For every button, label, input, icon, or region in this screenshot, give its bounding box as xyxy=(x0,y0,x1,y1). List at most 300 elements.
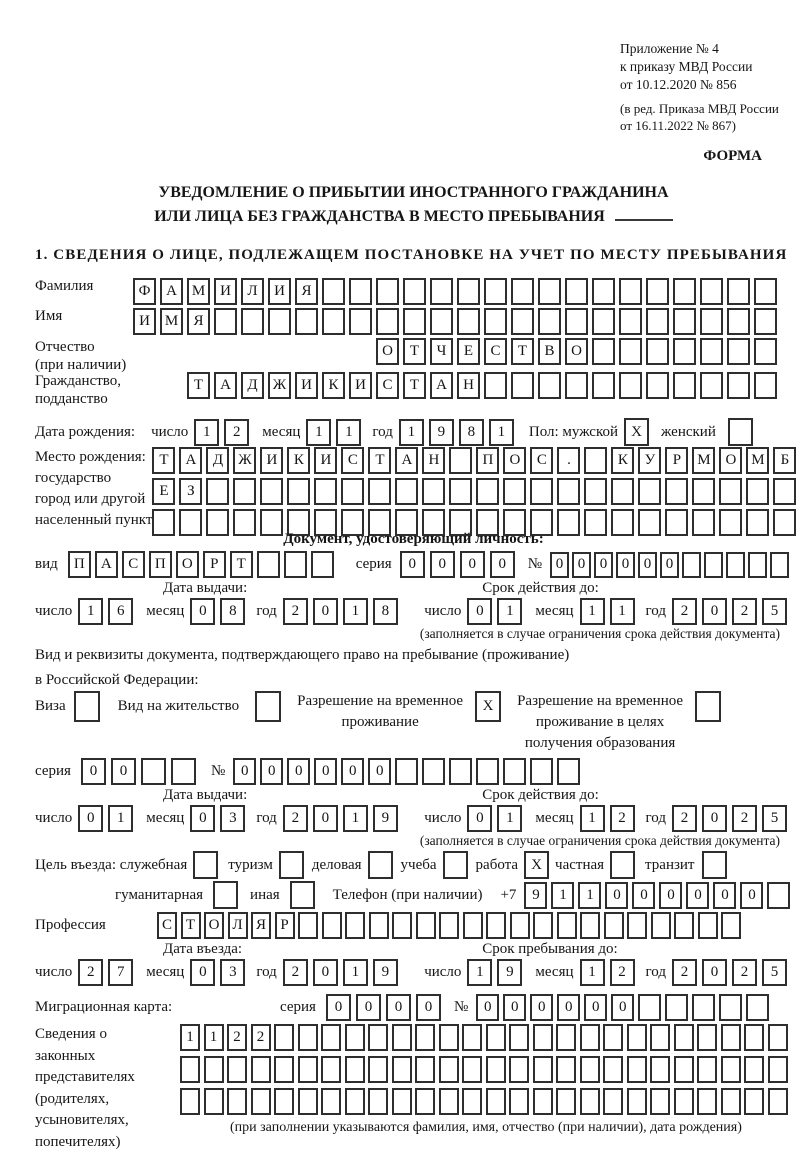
form-cell[interactable]: 0 xyxy=(572,552,591,578)
form-cell[interactable]: О xyxy=(204,912,224,939)
form-cell[interactable]: 9 xyxy=(373,805,398,832)
form-cell[interactable] xyxy=(322,912,342,939)
form-cell[interactable]: А xyxy=(95,551,118,578)
sex-female-checkbox[interactable] xyxy=(728,418,753,446)
purpose-other-checkbox[interactable] xyxy=(290,881,315,909)
entry-day-cells[interactable] xyxy=(78,959,138,986)
form-cell[interactable]: 0 xyxy=(503,994,526,1021)
form-cell[interactable] xyxy=(557,912,577,939)
form-cell[interactable] xyxy=(767,882,790,909)
res-number-cells[interactable] xyxy=(233,758,584,785)
form-cell[interactable] xyxy=(392,1056,412,1083)
form-cell[interactable]: 0 xyxy=(190,598,215,625)
form-cell[interactable] xyxy=(627,1088,647,1115)
form-cell[interactable] xyxy=(462,1024,482,1051)
form-cell[interactable]: 1 xyxy=(580,959,605,986)
form-cell[interactable] xyxy=(533,1056,553,1083)
form-cell[interactable]: Р xyxy=(275,912,295,939)
form-cell[interactable] xyxy=(556,1056,576,1083)
form-cell[interactable] xyxy=(298,912,318,939)
form-cell[interactable]: 2 xyxy=(283,805,308,832)
form-cell[interactable]: П xyxy=(68,551,91,578)
form-cell[interactable] xyxy=(463,912,483,939)
form-cell[interactable]: Л xyxy=(228,912,248,939)
purpose-private-checkbox[interactable] xyxy=(610,851,635,879)
form-cell[interactable]: К xyxy=(287,447,310,474)
form-cell[interactable]: И xyxy=(133,308,156,335)
form-cell[interactable]: 1 xyxy=(610,598,635,625)
form-cell[interactable] xyxy=(180,1056,200,1083)
form-cell[interactable]: И xyxy=(214,278,237,305)
form-cell[interactable] xyxy=(376,278,399,305)
form-cell[interactable] xyxy=(700,278,723,305)
form-cell[interactable] xyxy=(462,1056,482,1083)
form-cell[interactable]: X xyxy=(524,851,549,879)
form-cell[interactable] xyxy=(556,1088,576,1115)
form-cell[interactable]: Ч xyxy=(430,338,453,365)
form-cell[interactable]: М xyxy=(160,308,183,335)
doc-valid-month-cells[interactable] xyxy=(580,598,640,625)
form-cell[interactable] xyxy=(392,1088,412,1115)
form-cell[interactable] xyxy=(430,278,453,305)
form-cell[interactable] xyxy=(511,278,534,305)
form-cell[interactable]: 9 xyxy=(524,882,547,909)
res-issue-day-cells[interactable] xyxy=(78,805,138,832)
form-cell[interactable] xyxy=(260,509,283,536)
form-cell[interactable] xyxy=(274,1056,294,1083)
form-cell[interactable] xyxy=(345,1056,365,1083)
form-cell[interactable] xyxy=(754,372,777,399)
form-cell[interactable] xyxy=(457,308,480,335)
form-cell[interactable]: И xyxy=(268,278,291,305)
form-cell[interactable]: С xyxy=(122,551,145,578)
form-cell[interactable] xyxy=(233,478,256,505)
form-cell[interactable] xyxy=(695,691,721,722)
form-cell[interactable] xyxy=(260,478,283,505)
form-cell[interactable] xyxy=(754,338,777,365)
form-cell[interactable] xyxy=(719,478,742,505)
form-cell[interactable] xyxy=(650,1056,670,1083)
form-cell[interactable]: Л xyxy=(241,278,264,305)
sex-male-checkbox[interactable] xyxy=(624,418,649,446)
res-valid-year-cells[interactable] xyxy=(672,805,792,832)
form-cell[interactable]: С xyxy=(484,338,507,365)
form-cell[interactable] xyxy=(556,1024,576,1051)
form-cell[interactable] xyxy=(727,308,750,335)
form-cell[interactable] xyxy=(349,278,372,305)
form-cell[interactable] xyxy=(754,278,777,305)
form-cell[interactable]: К xyxy=(611,447,634,474)
form-cell[interactable] xyxy=(697,1056,717,1083)
form-cell[interactable] xyxy=(665,478,688,505)
form-cell[interactable] xyxy=(698,912,718,939)
form-cell[interactable]: 9 xyxy=(373,959,398,986)
form-cell[interactable]: Р xyxy=(203,551,226,578)
doc-valid-day-cells[interactable] xyxy=(467,598,527,625)
form-cell[interactable]: Т xyxy=(152,447,175,474)
form-cell[interactable] xyxy=(565,372,588,399)
form-cell[interactable]: 0 xyxy=(616,552,635,578)
form-cell[interactable] xyxy=(341,478,364,505)
form-cell[interactable] xyxy=(748,552,767,578)
form-cell[interactable] xyxy=(697,1088,717,1115)
form-cell[interactable] xyxy=(592,278,615,305)
form-cell[interactable] xyxy=(727,278,750,305)
form-cell[interactable] xyxy=(449,447,472,474)
form-cell[interactable]: 1 xyxy=(343,598,368,625)
form-cell[interactable]: 0 xyxy=(313,805,338,832)
form-cell[interactable]: Я xyxy=(187,308,210,335)
form-cell[interactable] xyxy=(533,1088,553,1115)
form-cell[interactable] xyxy=(476,478,499,505)
form-cell[interactable] xyxy=(345,1088,365,1115)
form-cell[interactable] xyxy=(449,758,472,785)
form-cell[interactable] xyxy=(627,1024,647,1051)
form-cell[interactable] xyxy=(204,1088,224,1115)
form-cell[interactable] xyxy=(744,1024,764,1051)
form-cell[interactable]: Ф xyxy=(133,278,156,305)
birth-year-cells[interactable] xyxy=(399,419,519,446)
form-cell[interactable] xyxy=(727,338,750,365)
form-cell[interactable] xyxy=(744,1088,764,1115)
form-cell[interactable] xyxy=(673,372,696,399)
form-cell[interactable]: 9 xyxy=(497,959,522,986)
form-cell[interactable] xyxy=(171,758,196,785)
form-cell[interactable] xyxy=(557,758,580,785)
form-cell[interactable] xyxy=(268,308,291,335)
form-cell[interactable]: И xyxy=(260,447,283,474)
form-cell[interactable] xyxy=(673,338,696,365)
form-cell[interactable]: Т xyxy=(368,447,391,474)
form-cell[interactable] xyxy=(533,1024,553,1051)
form-cell[interactable]: 1 xyxy=(497,598,522,625)
form-cell[interactable]: 0 xyxy=(460,551,485,578)
representatives-row3-cells[interactable] xyxy=(180,1088,791,1115)
form-cell[interactable]: 0 xyxy=(611,994,634,1021)
form-cell[interactable]: 0 xyxy=(490,551,515,578)
purpose-work-checkbox[interactable] xyxy=(524,851,549,879)
form-cell[interactable] xyxy=(486,1088,506,1115)
form-cell[interactable] xyxy=(768,1024,788,1051)
form-cell[interactable]: 0 xyxy=(638,552,657,578)
migration-series-cells[interactable] xyxy=(326,994,446,1021)
form-cell[interactable]: 1 xyxy=(497,805,522,832)
form-cell[interactable] xyxy=(443,851,468,879)
purpose-tourism-checkbox[interactable] xyxy=(279,851,304,879)
purpose-humanitarian-checkbox[interactable] xyxy=(213,881,238,909)
form-cell[interactable] xyxy=(503,478,526,505)
form-cell[interactable] xyxy=(773,509,796,536)
form-cell[interactable] xyxy=(321,1088,341,1115)
form-cell[interactable] xyxy=(439,1024,459,1051)
form-cell[interactable]: 0 xyxy=(111,758,136,785)
form-cell[interactable] xyxy=(284,551,307,578)
form-cell[interactable] xyxy=(673,308,696,335)
form-cell[interactable]: 0 xyxy=(313,598,338,625)
form-cell[interactable] xyxy=(511,308,534,335)
form-cell[interactable]: 0 xyxy=(326,994,351,1021)
form-cell[interactable]: 2 xyxy=(732,959,757,986)
form-cell[interactable] xyxy=(214,308,237,335)
form-cell[interactable]: 0 xyxy=(78,805,103,832)
form-cell[interactable]: 0 xyxy=(313,959,338,986)
doc-issue-month-cells[interactable] xyxy=(190,598,250,625)
form-cell[interactable]: 0 xyxy=(632,882,655,909)
form-cell[interactable]: Ж xyxy=(268,372,291,399)
form-cell[interactable] xyxy=(369,912,389,939)
res-issue-year-cells[interactable] xyxy=(283,805,403,832)
form-cell[interactable]: Р xyxy=(665,447,688,474)
form-cell[interactable]: 2 xyxy=(283,598,308,625)
doc-series-cells[interactable] xyxy=(400,551,520,578)
form-cell[interactable]: 0 xyxy=(594,552,613,578)
surname-cells[interactable] xyxy=(133,278,781,305)
form-cell[interactable] xyxy=(604,912,624,939)
form-cell[interactable] xyxy=(476,758,499,785)
form-cell[interactable] xyxy=(692,994,715,1021)
form-cell[interactable]: 2 xyxy=(672,598,697,625)
form-cell[interactable] xyxy=(510,912,530,939)
form-cell[interactable]: О xyxy=(503,447,526,474)
form-cell[interactable]: З xyxy=(179,478,202,505)
form-cell[interactable] xyxy=(603,1024,623,1051)
doc-valid-year-cells[interactable] xyxy=(672,598,792,625)
form-cell[interactable]: И xyxy=(295,372,318,399)
form-cell[interactable] xyxy=(415,1088,435,1115)
form-cell[interactable] xyxy=(430,308,453,335)
form-cell[interactable] xyxy=(415,1024,435,1051)
form-cell[interactable] xyxy=(321,1056,341,1083)
form-cell[interactable] xyxy=(314,478,337,505)
form-cell[interactable] xyxy=(416,912,436,939)
form-cell[interactable]: 1 xyxy=(467,959,492,986)
form-cell[interactable] xyxy=(727,372,750,399)
form-cell[interactable] xyxy=(179,509,202,536)
form-cell[interactable]: 1 xyxy=(180,1024,200,1051)
form-cell[interactable] xyxy=(627,912,647,939)
representatives-row2-cells[interactable] xyxy=(180,1056,791,1083)
form-cell[interactable] xyxy=(533,912,553,939)
form-cell[interactable] xyxy=(754,308,777,335)
form-cell[interactable]: Т xyxy=(181,912,201,939)
form-cell[interactable] xyxy=(592,308,615,335)
form-cell[interactable] xyxy=(584,478,607,505)
form-cell[interactable]: 6 xyxy=(108,598,133,625)
form-cell[interactable] xyxy=(746,478,769,505)
form-cell[interactable] xyxy=(257,551,280,578)
form-cell[interactable]: Е xyxy=(152,478,175,505)
form-cell[interactable] xyxy=(206,509,229,536)
form-cell[interactable] xyxy=(726,552,745,578)
form-cell[interactable] xyxy=(462,1088,482,1115)
form-cell[interactable]: 1 xyxy=(580,598,605,625)
birth-day-cells[interactable] xyxy=(194,419,254,446)
form-cell[interactable] xyxy=(486,912,506,939)
form-cell[interactable] xyxy=(565,278,588,305)
migration-number-cells[interactable] xyxy=(476,994,773,1021)
form-cell[interactable] xyxy=(255,691,281,722)
form-cell[interactable] xyxy=(592,338,615,365)
doc-type-cells[interactable] xyxy=(68,551,338,578)
form-cell[interactable]: 1 xyxy=(78,598,103,625)
representatives-row1-cells[interactable] xyxy=(180,1024,791,1051)
form-cell[interactable]: 1 xyxy=(194,419,219,446)
form-cell[interactable] xyxy=(692,478,715,505)
form-cell[interactable]: 1 xyxy=(489,419,514,446)
form-cell[interactable]: И xyxy=(349,372,372,399)
doc-issue-year-cells[interactable] xyxy=(283,598,403,625)
form-cell[interactable] xyxy=(298,1088,318,1115)
form-cell[interactable]: X xyxy=(624,418,649,446)
form-cell[interactable] xyxy=(674,912,694,939)
form-cell[interactable] xyxy=(580,912,600,939)
form-cell[interactable]: 5 xyxy=(762,959,787,986)
res-series-cells[interactable] xyxy=(81,758,201,785)
form-cell[interactable]: С xyxy=(157,912,177,939)
form-cell[interactable] xyxy=(403,308,426,335)
form-cell[interactable]: 0 xyxy=(341,758,364,785)
form-cell[interactable] xyxy=(721,1088,741,1115)
form-cell[interactable]: Д xyxy=(241,372,264,399)
form-cell[interactable] xyxy=(728,418,753,446)
form-cell[interactable]: О xyxy=(176,551,199,578)
form-cell[interactable] xyxy=(295,308,318,335)
form-cell[interactable]: 0 xyxy=(557,994,580,1021)
form-cell[interactable]: 2 xyxy=(283,959,308,986)
form-cell[interactable] xyxy=(368,851,393,879)
form-cell[interactable] xyxy=(322,308,345,335)
entry-year-cells[interactable] xyxy=(283,959,403,986)
form-cell[interactable]: . xyxy=(557,447,580,474)
form-cell[interactable]: П xyxy=(476,447,499,474)
form-cell[interactable]: 1 xyxy=(336,419,361,446)
res-issue-month-cells[interactable] xyxy=(190,805,250,832)
form-cell[interactable]: 0 xyxy=(430,551,455,578)
phone-cells[interactable] xyxy=(524,882,794,909)
form-cell[interactable]: К xyxy=(322,372,345,399)
form-cell[interactable] xyxy=(627,1056,647,1083)
form-cell[interactable]: 1 xyxy=(580,805,605,832)
form-cell[interactable] xyxy=(702,851,727,879)
form-cell[interactable]: А xyxy=(179,447,202,474)
form-cell[interactable]: С xyxy=(341,447,364,474)
form-cell[interactable] xyxy=(274,1088,294,1115)
form-cell[interactable] xyxy=(251,1088,271,1115)
form-cell[interactable] xyxy=(233,509,256,536)
form-cell[interactable]: 1 xyxy=(306,419,331,446)
form-cell[interactable] xyxy=(368,478,391,505)
form-cell[interactable] xyxy=(503,758,526,785)
form-cell[interactable] xyxy=(509,1056,529,1083)
form-cell[interactable] xyxy=(682,552,701,578)
form-cell[interactable]: 0 xyxy=(702,598,727,625)
form-cell[interactable] xyxy=(484,308,507,335)
form-cell[interactable]: Я xyxy=(295,278,318,305)
form-cell[interactable]: 2 xyxy=(672,959,697,986)
form-cell[interactable] xyxy=(746,509,769,536)
citizenship-cells[interactable] xyxy=(187,372,781,399)
form-cell[interactable] xyxy=(395,478,418,505)
form-cell[interactable] xyxy=(557,509,580,536)
form-cell[interactable]: Т xyxy=(403,372,426,399)
form-cell[interactable]: 0 xyxy=(386,994,411,1021)
form-cell[interactable]: 0 xyxy=(416,994,441,1021)
entry-month-cells[interactable] xyxy=(190,959,250,986)
res-valid-day-cells[interactable] xyxy=(467,805,527,832)
form-cell[interactable]: 5 xyxy=(762,598,787,625)
form-cell[interactable] xyxy=(773,478,796,505)
form-cell[interactable]: 0 xyxy=(530,994,553,1021)
form-cell[interactable] xyxy=(449,478,472,505)
form-cell[interactable]: 3 xyxy=(220,805,245,832)
patronymic-cells[interactable] xyxy=(376,338,781,365)
birth-place-row2-cells[interactable] xyxy=(152,478,800,505)
form-cell[interactable]: 1 xyxy=(551,882,574,909)
form-cell[interactable]: 2 xyxy=(732,598,757,625)
form-cell[interactable] xyxy=(74,691,100,722)
form-cell[interactable]: 0 xyxy=(686,882,709,909)
form-cell[interactable] xyxy=(298,1024,318,1051)
form-cell[interactable]: В xyxy=(538,338,561,365)
form-cell[interactable] xyxy=(584,447,607,474)
form-cell[interactable]: 0 xyxy=(368,758,391,785)
form-cell[interactable]: М xyxy=(746,447,769,474)
form-cell[interactable]: 1 xyxy=(399,419,424,446)
form-cell[interactable] xyxy=(152,509,175,536)
form-cell[interactable]: 0 xyxy=(190,959,215,986)
form-cell[interactable] xyxy=(592,372,615,399)
stay-year-cells[interactable] xyxy=(672,959,792,986)
form-cell[interactable] xyxy=(746,994,769,1021)
form-cell[interactable] xyxy=(392,1024,412,1051)
form-cell[interactable] xyxy=(719,509,742,536)
form-cell[interactable] xyxy=(509,1088,529,1115)
form-cell[interactable] xyxy=(674,1056,694,1083)
form-cell[interactable] xyxy=(345,912,365,939)
form-cell[interactable]: 5 xyxy=(762,805,787,832)
form-cell[interactable] xyxy=(206,478,229,505)
form-cell[interactable]: 0 xyxy=(713,882,736,909)
form-cell[interactable]: 0 xyxy=(260,758,283,785)
residence-permit-checkbox[interactable] xyxy=(255,691,281,722)
doc-number-cells[interactable] xyxy=(550,552,792,578)
form-cell[interactable]: 0 xyxy=(659,882,682,909)
form-cell[interactable] xyxy=(439,1056,459,1083)
visa-checkbox[interactable] xyxy=(74,691,100,722)
form-cell[interactable]: 8 xyxy=(220,598,245,625)
form-cell[interactable] xyxy=(557,478,580,505)
form-cell[interactable] xyxy=(538,308,561,335)
form-cell[interactable] xyxy=(368,1088,388,1115)
form-cell[interactable]: Т xyxy=(511,338,534,365)
form-cell[interactable]: М xyxy=(187,278,210,305)
form-cell[interactable]: 2 xyxy=(610,805,635,832)
form-cell[interactable]: 0 xyxy=(356,994,381,1021)
form-cell[interactable]: 1 xyxy=(204,1024,224,1051)
form-cell[interactable] xyxy=(530,758,553,785)
form-cell[interactable]: 2 xyxy=(732,805,757,832)
form-cell[interactable] xyxy=(700,372,723,399)
form-cell[interactable] xyxy=(213,881,238,909)
form-cell[interactable] xyxy=(665,509,688,536)
form-cell[interactable]: 2 xyxy=(672,805,697,832)
form-cell[interactable]: С xyxy=(530,447,553,474)
res-valid-month-cells[interactable] xyxy=(580,805,640,832)
purpose-official-checkbox[interactable] xyxy=(193,851,218,879)
form-cell[interactable]: И xyxy=(314,447,337,474)
form-cell[interactable] xyxy=(274,1024,294,1051)
form-cell[interactable] xyxy=(650,1024,670,1051)
